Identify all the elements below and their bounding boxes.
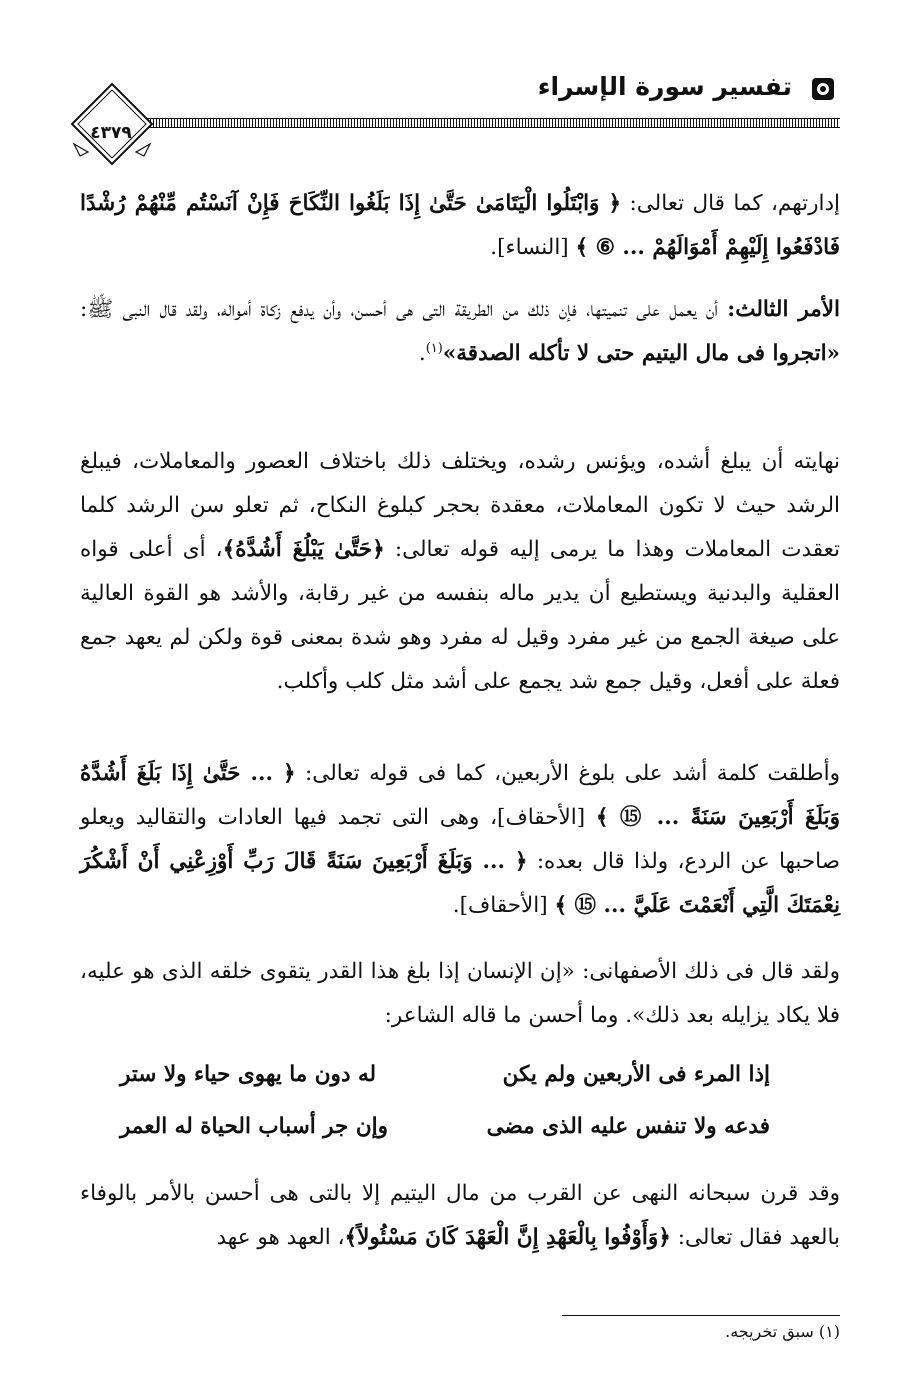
paragraph-3 <box>80 440 840 704</box>
text-run: ، أى أعلى قواه العقلية والبدنية ويستطيع أن يدير ماله بنفسه من غير رقابة، والأشد هو القوة العالية على صيغة الجمع من غير مفرد وقيل له مفرد وهو شدة بمعنى قوة ولكن لم يعهد جمع فعلة على أفعل، وقيل جمع شد يجمع على أشد مثل كلب وأكلب. <box>80 537 840 694</box>
text-run: [الأحقاف]، وهى التى تجمد فيها العادات والتقاليد ويعلو صاحبها عن الردع، ولذا قال بعده: <box>80 805 840 874</box>
text-run: ولقد قال فى ذلك الأصفهانى: «إن الإنسان إذا بلغ هذا القدر يتقوى خلقه الذى هو عليه، فلا يكاد يزايله بعد ذلك». وما أحسن ما قاله الشاعر: <box>80 959 840 1028</box>
paragraph-6 <box>80 1172 840 1260</box>
poem-verse <box>120 1114 770 1166</box>
poem-hemistich: وإن جر أسباب الحياة له العمر <box>120 1114 388 1139</box>
quran-verse: ﴿حَتَّىٰ يَبْلُغَ أَشُدَّهُ﴾ <box>222 537 385 562</box>
text-run: [الأحقاف]. <box>452 893 555 918</box>
footnote-divider <box>562 1315 840 1316</box>
section-lead: الأمر الثالث: <box>727 297 840 322</box>
quran-verse: ﴿ وَابْتَلُوا الْيَتَامَىٰ حَتَّىٰ إِذَا بَلَغُوا النِّكَاحَ فَإِنْ آنَسْتُم مِّنْهُمْ رُشْدًا فَادْفَعُوا إِلَيْهِمْ أَمْوَالَهُمْ ... ⑥ ﴾ <box>80 191 840 260</box>
header-rule <box>144 118 840 128</box>
page-number: ٤٣٧٩ <box>90 123 132 143</box>
text-run: نهايته أن يبلغ أشده، ويؤنس رشده، ويختلف ذلك باختلاف العصور والمعاملات، فيبلغ الرشد حيث لا تكون المعاملات، معقدة بحجر كبلوغ النكاح، ثم تعلو سن الرشد كلما تعقدت المعاملات وهذا ما يرمى إليه قوله تعالى: <box>80 449 841 562</box>
poem-hemistich: له دون ما يهوى حياء ولا ستر <box>120 1062 377 1087</box>
text-run: وقد قرن سبحانه النهى عن القرب من مال اليتيم إلا بالتى هى أحسن بالأمر بالوفاء بالعهد فقال تعالى: <box>80 1181 840 1250</box>
footnote-ref[interactable]: (١) <box>425 340 443 356</box>
page-number-badge <box>70 82 154 166</box>
ornament-icon <box>812 78 834 100</box>
poem <box>120 1062 770 1166</box>
footnote: (١) سبق تخريجه. <box>725 1322 840 1341</box>
paragraph-5 <box>80 950 840 1038</box>
text-run: وأطلقت كلمة أشد على بلوغ الأربعين، كما فى قوله تعالى: <box>295 761 841 786</box>
poem-hemistich: إذا المرء فى الأربعين ولم يكن <box>502 1062 770 1087</box>
text-run: ، العهد هو عهد <box>216 1225 345 1250</box>
poem-verse <box>120 1062 770 1114</box>
paragraph-1 <box>80 182 840 270</box>
quran-verse: ﴿وَأَوْفُوا بِالْعَهْدِ إِنَّ الْعَهْدَ كَانَ مَسْئُولاً﴾ <box>344 1225 671 1250</box>
quran-verse: ﴿ ... وَبَلَغَ أَرْبَعِينَ سَنَةً قَالَ رَبِّ أَوْزِعْنِي أَنْ أَشْكُرَ نِعْمَتَكَ الَّتِي أَنْعَمْتَ عَلَيَّ ... ⑮ ﴾ <box>80 849 840 918</box>
text-run: أن يعمل على تنميتها، فإن ذلك من الطريقة التى هى أحسن، وأن يدفع زكاة أمواله، ولقد قال النبى ﷺ: <box>80 297 728 322</box>
text-run: إدارتهم، كما قال تعالى: <box>621 191 841 216</box>
poem-hemistich: فدعه ولا تنفس عليه الذى مضى <box>486 1114 770 1139</box>
quran-verse: ﴿ ... حَتَّىٰ إِذَا بَلَغَ أَشُدَّهُ وَبَلَغَ أَرْبَعِينَ سَنَةً ... ⑮ ﴾ <box>80 761 840 830</box>
paragraph-2 <box>80 288 840 376</box>
page-header <box>70 64 840 174</box>
hadith-quote: «اتجروا فى مال اليتيم حتى لا تأكله الصدقة» <box>442 341 840 366</box>
text-run: . <box>418 341 426 366</box>
text-run: [النساء]. <box>490 235 576 260</box>
paragraph-4 <box>80 752 840 928</box>
running-title: تفسير سورة الإسراء <box>537 72 792 101</box>
